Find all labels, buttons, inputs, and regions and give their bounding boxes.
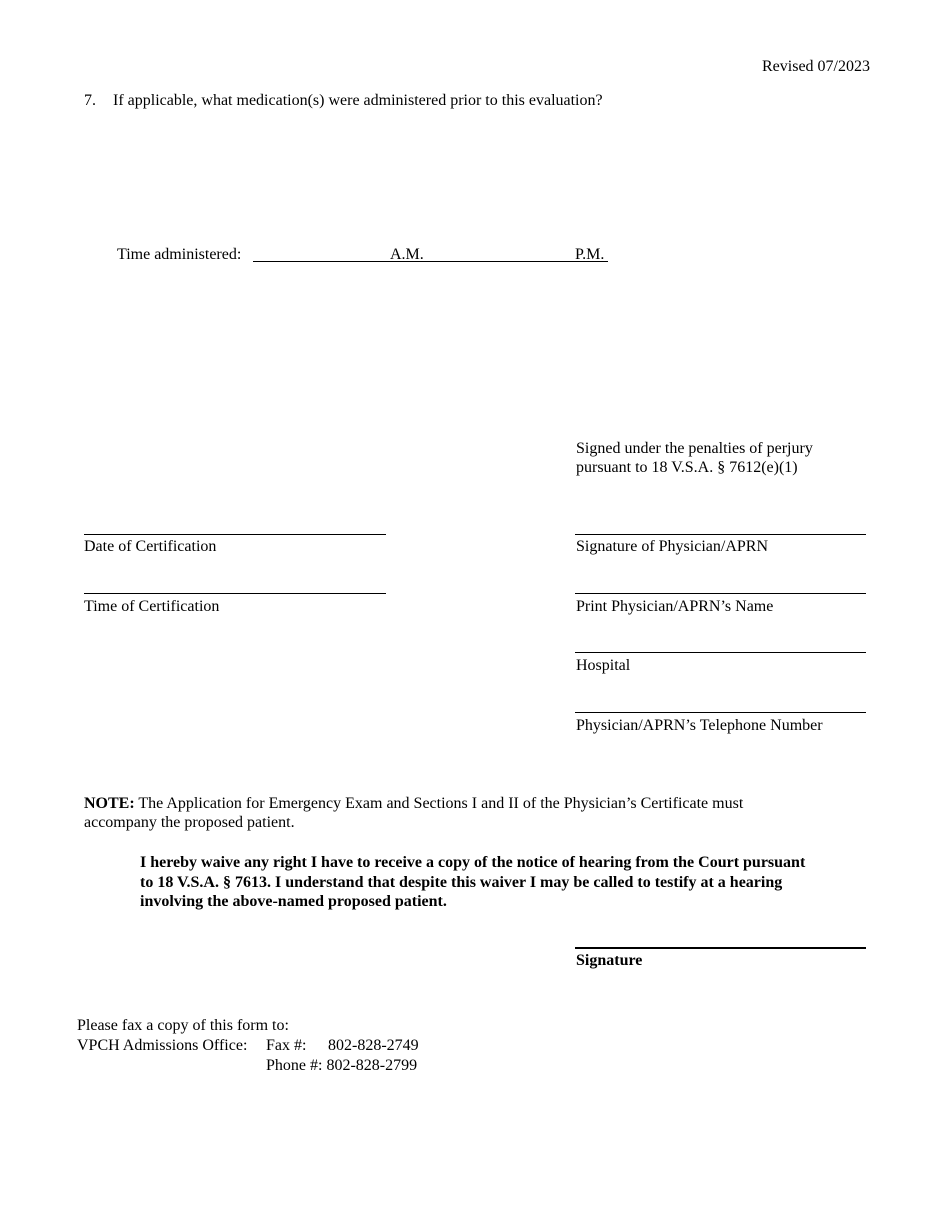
am-label: A.M. [390, 246, 424, 263]
fax-number: 802-828-2749 [328, 1037, 419, 1054]
physician-name-field[interactable] [575, 593, 866, 594]
note-line1 [84, 794, 743, 813]
physician-name-label: Print Physician/APRN’s Name [576, 598, 774, 615]
date-of-certification-field[interactable] [84, 534, 386, 535]
time-of-certification-label: Time of Certification [84, 598, 220, 615]
time-administered-field[interactable] [253, 261, 608, 262]
waiver-line1: I hereby waive any right I have to receive a copy of the notice of hearing from the Court pursuant [140, 854, 806, 871]
telephone-label: Physician/APRN’s Telephone Number [576, 717, 823, 734]
note-label: NOTE: [84, 795, 135, 812]
waiver-line3: involving the above-named proposed patient. [140, 893, 447, 910]
physician-signature-field[interactable] [575, 534, 866, 535]
time-administered-label: Time administered: [117, 246, 242, 263]
question-text: If applicable, what medication(s) were administered prior to this evaluation? [113, 92, 603, 109]
waiver-line2: to 18 V.S.A. § 7613. I understand that despite this waiver I may be called to testify at a hearing [140, 874, 783, 891]
waiver-signature-field[interactable] [575, 947, 866, 949]
question-number: 7. [84, 92, 96, 109]
perjury-statement-line1: Signed under the penalties of perjury [576, 440, 813, 457]
fax-instruction: Please fax a copy of this form to: [77, 1017, 289, 1034]
perjury-statement-line2: pursuant to 18 V.S.A. § 7612(e)(1) [576, 459, 798, 476]
hospital-field[interactable] [575, 652, 866, 653]
physician-signature-label: Signature of Physician/APRN [576, 538, 768, 555]
date-of-certification-label: Date of Certification [84, 538, 217, 555]
waiver-signature-label: Signature [576, 952, 643, 969]
note-line2: accompany the proposed patient. [84, 814, 295, 831]
fax-label: Fax #: [266, 1037, 307, 1054]
revision-date: Revised 07/2023 [762, 58, 870, 75]
phone-number: Phone #: 802-828-2799 [266, 1057, 418, 1074]
pm-label: P.M. [575, 246, 605, 263]
telephone-field[interactable] [575, 712, 866, 713]
time-of-certification-field[interactable] [84, 593, 386, 594]
hospital-label: Hospital [576, 657, 631, 674]
admissions-office: VPCH Admissions Office: [77, 1037, 248, 1054]
note-text: The Application for Emergency Exam and Sections I and II of the Physician’s Certificate must [134, 795, 744, 812]
